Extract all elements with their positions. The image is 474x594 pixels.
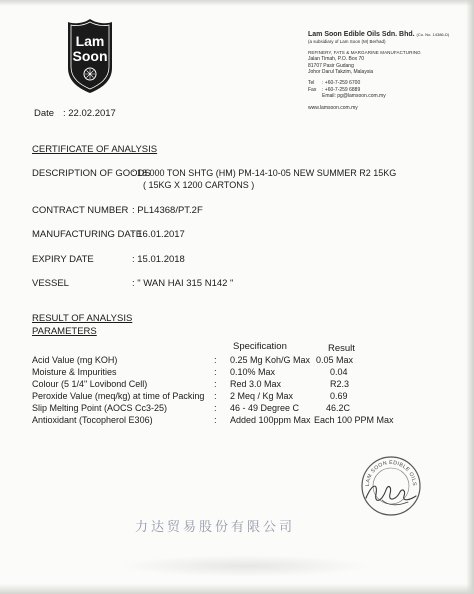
result-title: RESULT OF ANALYSIS: [32, 313, 133, 324]
expiry-date-label: EXPIRY DATE: [32, 254, 94, 265]
parameter-result: R2.3: [330, 379, 350, 389]
certificate-title: CERTIFICATE OF ANALYSIS: [32, 144, 158, 155]
faint-stamp-smudge: [120, 555, 370, 577]
company-subsidiary: (a subsidiary of Lam Soon (M) Berhad): [308, 39, 386, 44]
parameter-name: Slip Melting Point (AOCS Cc3-25): [32, 403, 168, 413]
company-name: [308, 31, 449, 39]
parameter-name: Peroxide Value (meq/kg) at time of Packing: [32, 391, 205, 401]
tel-label: Tel: [308, 79, 315, 86]
company-business: REFINERY, FATS & MARGARINE MANUFACTURING: [308, 49, 421, 55]
parameter-spec: Red 3.0 Max: [230, 379, 282, 389]
tel-value: : +60-7-259 6700: [322, 79, 361, 86]
parameter-colon: :: [214, 355, 217, 366]
company-email: Email: pg@lamsoon.com.my: [322, 93, 386, 100]
parameter-name: Moisture & Impurities: [32, 367, 117, 377]
parameter-colon: :: [214, 415, 217, 426]
manufacturing-date-label: MANUFACTURING DATE: [32, 229, 143, 240]
vessel-label: VESSEL: [32, 278, 69, 289]
stamp-text: LAM SOON EDIBLE OILS: [364, 459, 418, 487]
parameter-spec: Added 100ppm Max: [230, 415, 311, 425]
manufacturing-date-value: : 16.01.2017: [132, 229, 185, 240]
date-value: : 22.02.2017: [63, 108, 116, 119]
company-address-1: Jalan Timah, P.O. Box 70: [308, 56, 365, 63]
parameter-spec: 0.25 Mg Koh/G Max: [230, 355, 311, 365]
parameter-spec: 0.10% Max: [230, 367, 276, 377]
parameter-colon: :: [214, 403, 217, 414]
fax-label: Fax: [308, 86, 317, 93]
result-header: Result: [328, 343, 355, 354]
company-fax: [308, 87, 449, 94]
company-website: www.lamsoon.com.my: [308, 104, 358, 111]
scan-shadow-right: [466, 0, 474, 594]
parameter-result: 0.05 Max: [316, 355, 354, 365]
fax-value: : +60-7-259 6889: [322, 86, 361, 93]
parameter-name: Antioxidant (Tocopherol E306): [32, 415, 153, 425]
specification-header: Specification: [233, 341, 287, 352]
parameter-colon: :: [214, 391, 217, 402]
parameter-name: Colour (5 1/4" Lovibond Cell): [32, 379, 148, 389]
chinese-company-stamp: 力达贸易股份有限公司: [135, 520, 296, 535]
description-value: : 18.000 TON SHTG (HM) PM-14-10-05 NEW SUMMER R2 15KG: [132, 168, 397, 178]
contract-label: CONTRACT NUMBER: [32, 205, 129, 216]
company-name-text: Lam Soon Edible Oils Sdn. Bhd.: [308, 31, 415, 38]
parameter-spec: 46 - 49 Degree C: [230, 403, 300, 413]
logo-text-lam: Lam: [75, 33, 105, 49]
parameter-result: 46.2C: [326, 403, 351, 413]
scan-shadow-bottom: [0, 584, 474, 594]
description-value-line2: ( 15KG X 1200 CARTONS ): [143, 180, 255, 190]
description-label: DESCRIPTION OF GOODS: [32, 168, 151, 179]
vessel-value: : " WAN HAI 315 N142 ": [132, 278, 234, 289]
parameter-result: 0.69: [330, 391, 348, 401]
company-address-2: 81707 Pasir Gudang: [308, 62, 354, 69]
expiry-date-value: : 15.01.2018: [132, 254, 185, 265]
scan-shadow-top: [0, 0, 474, 6]
company-header: [308, 31, 449, 111]
parameter-result: 0.04: [330, 367, 348, 377]
signature: [362, 478, 420, 510]
parameter-spec: 2 Meq / Kg Max: [230, 391, 294, 401]
parameter-colon: :: [214, 367, 217, 378]
date-label: Date: [34, 108, 55, 119]
parameter-name: Acid Value (mg KOH): [32, 355, 118, 365]
contract-value: : PL14368/PT.2F: [132, 205, 203, 216]
parameter-result: Each 100 PPM Max: [314, 415, 394, 425]
company-reg-no: (Co. No. 14386-D): [416, 32, 450, 37]
parameters-title: PARAMETERS: [32, 326, 97, 337]
logo-text-soon: Soon: [72, 48, 108, 64]
lam-soon-logo: [67, 18, 113, 94]
company-tel: [308, 80, 449, 87]
parameter-colon: :: [214, 379, 217, 390]
company-address-3: Johor Darul Takzim, Malaysia: [308, 69, 374, 76]
